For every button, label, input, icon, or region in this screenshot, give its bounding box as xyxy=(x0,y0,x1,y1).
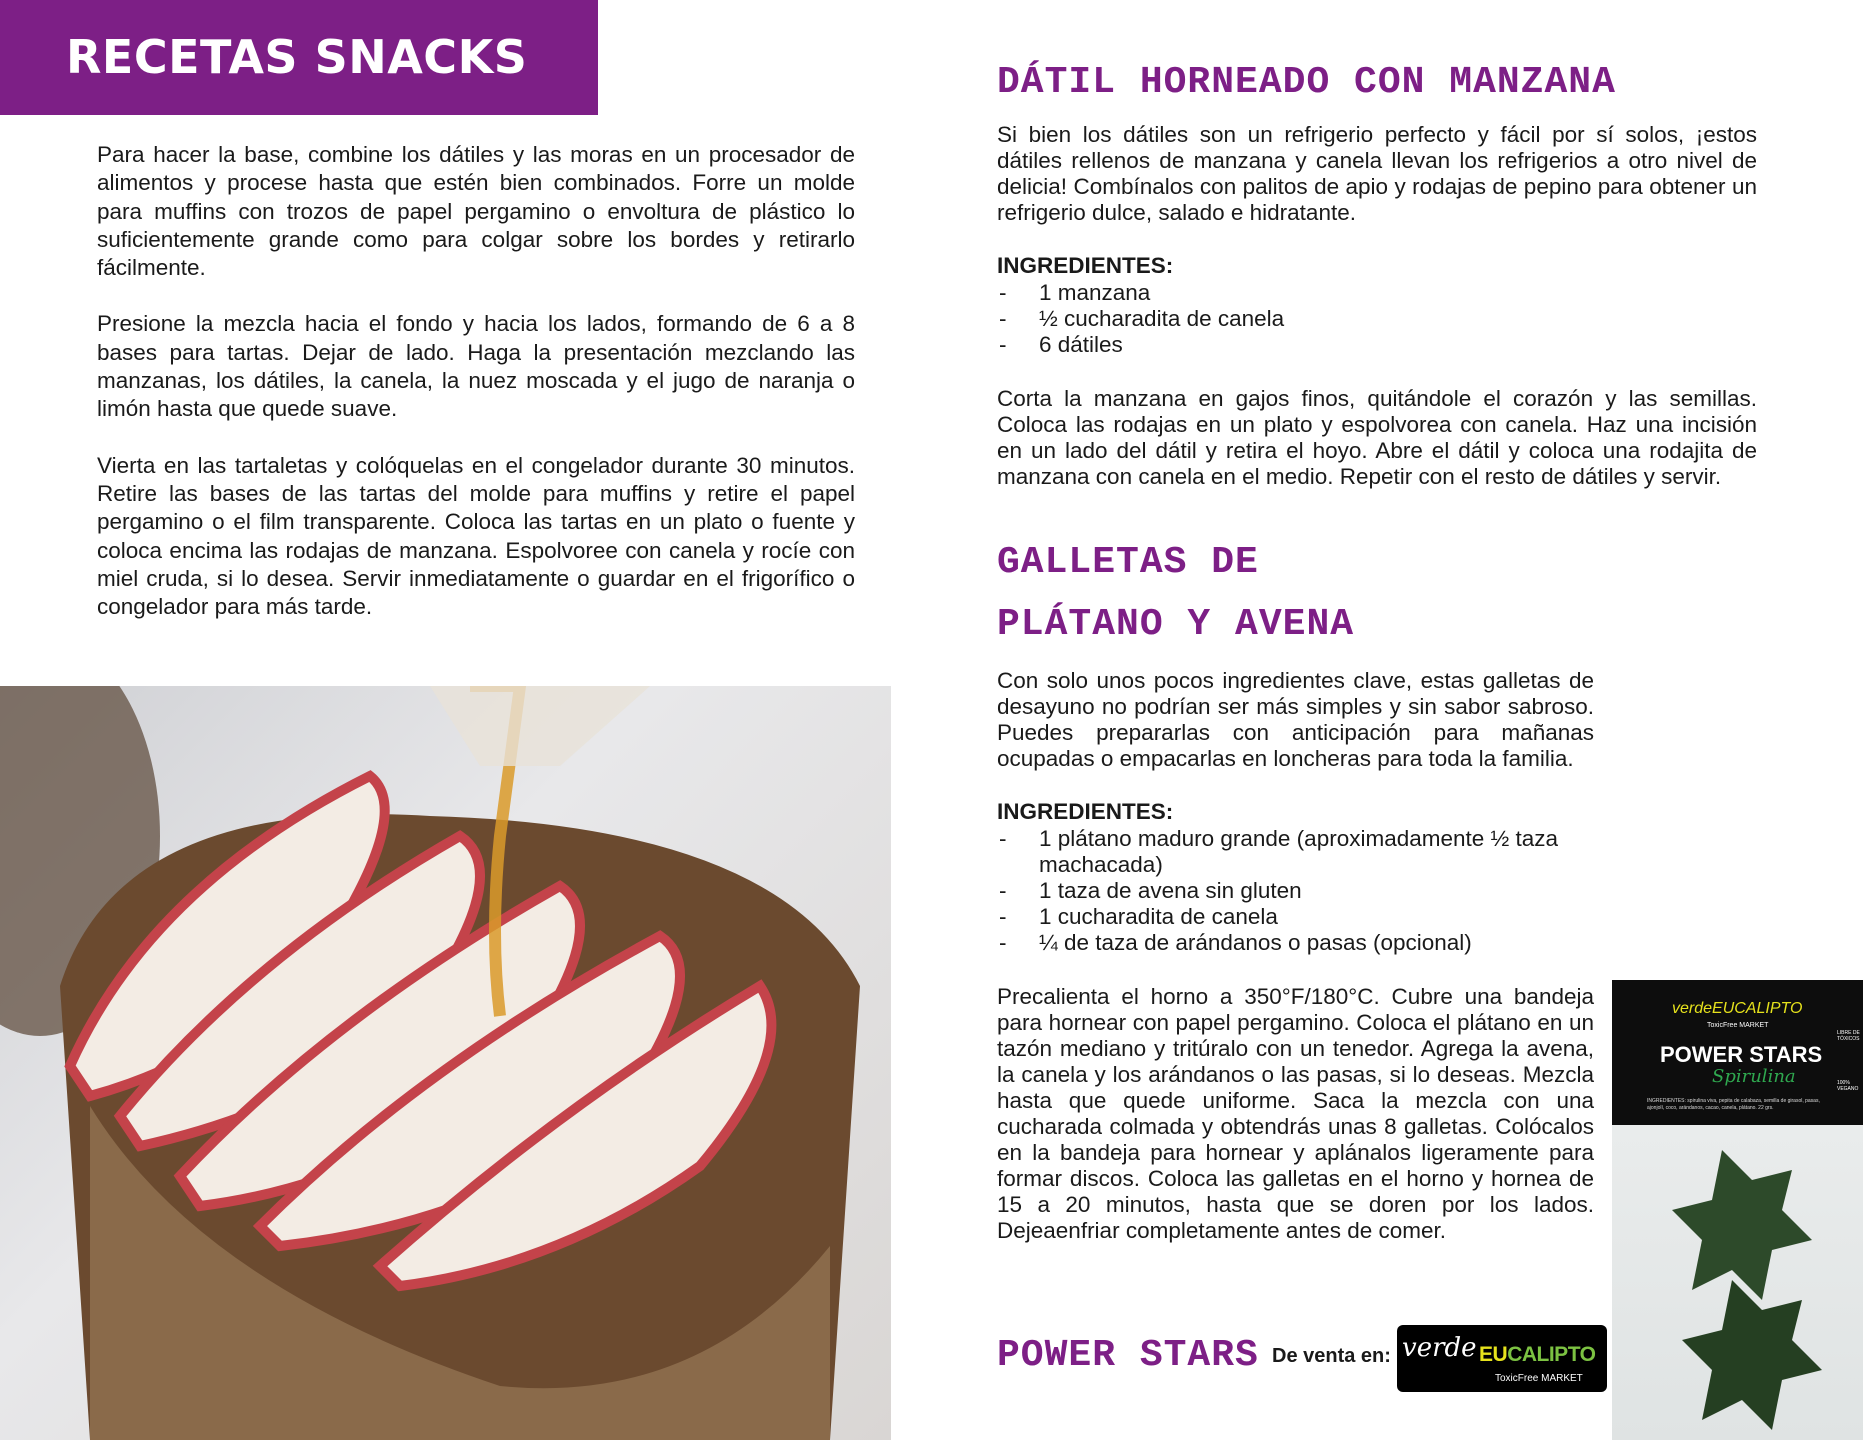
page-title: RECETAS SNACKS xyxy=(66,30,528,84)
package-sub: ToxicFree MARKET xyxy=(1707,1022,1769,1029)
recipe-title: DÁTIL HORNEADO CON MANZANA xyxy=(997,61,1616,104)
base-instructions xyxy=(97,141,855,649)
package-ingredients: INGREDIENTES: spirulina viva, pepita de calabaza, semilla de girasol, pasas, ajonjolí, coco, arándanos, cacao, canela, plátano. 22 grs. xyxy=(1647,1098,1820,1111)
recipe-steps: Corta la manzana en gajos finos, quitándole el corazón y las semillas. Coloca las rodajas en un plato y espolvorea con canela. Haz una incisión en un lado del dátil y retira el hoyo. Abre el dátil y coloca una rodajita de manzana con canela en el medio. Repetir con el resto de dátiles y servir. xyxy=(997,386,1757,489)
ingredient: - 1 plátano maduro grande (aproximadamente ½ taza machacada) xyxy=(997,826,1594,878)
recipe-title-line2: PLÁTANO Y AVENA xyxy=(997,603,1355,646)
paragraph: Presione la mezcla hacia el fondo y hacia los lados, formando de 6 a 8 bases para tartas. Dejar de lado. Haga la presentación mezclando las manzanas, los dátiles, la canela, la nuez moscada y el jugo de naranja o limón hasta que quede suave. xyxy=(97,311,855,422)
ingredients-label: INGREDIENTES: xyxy=(997,799,1174,824)
ingredient: - 1 manzana xyxy=(997,280,1757,306)
recipe-intro: Con solo unos pocos ingredientes clave, estas galletas de desayuno no podrían ser más simples y sin sabor sabroso. Puedes prepararlas con anticipación para mañanas ocupadas o empacarlas en loncheras para toda la familia. xyxy=(997,668,1594,771)
ingredient: - ½ cucharadita de canela xyxy=(997,306,1757,332)
paragraph: Vierta en las tartaletas y colóquelas en el congelador durante 30 minutos. Retire las bases de las tartas del molde para muffins y retire el papel pergamino o el film transparente. Coloca las tartas en un plato o fuente y coloca encima las rodajas de manzana. Espolvoree con canela y rocíe con miel cruda, si lo desea. Servir inmediatamente o guardar en el frigorífico o congelador para más tarde. xyxy=(97,452,855,620)
ingredients-list xyxy=(997,826,1594,956)
apple-tart-photo xyxy=(0,686,891,1440)
ingredients-label: INGREDIENTES: xyxy=(997,253,1174,278)
power-stars-package-photo xyxy=(1612,980,1863,1440)
package-brand: verdeEUCALIPTO xyxy=(1672,1000,1803,1017)
ingredients-list xyxy=(997,280,1757,358)
logo-calipto: CALIPTO xyxy=(1507,1343,1596,1366)
recipe-galletas xyxy=(997,532,1594,1272)
package-label xyxy=(1612,980,1863,1125)
badge-vegan: 100% VEGANO xyxy=(1837,1080,1859,1092)
sold-at-label: De venta en: xyxy=(1272,1345,1391,1367)
ingredient: - 1 cucharadita de canela xyxy=(997,904,1594,930)
badge-toxic-free: LIBRE DE TÓXICOS xyxy=(1837,1030,1860,1042)
recipe-steps: Precalienta el horno a 350°F/180°C. Cubre una bandeja para hornear con papel pergamino. Coloca el plátano en un tazón mediano y tritúralo con un tenedor. Agrega la avena, la canela y los arándanos o las pasas, si lo deseas. Mezcla hasta que quede uniforme. Saca la mezcla con una cucharada colmada y obtendrás unas 8 galletas. Colócalos en la bandeja para hornear y aplánalos ligeramente para formar discos. Coloca las galletas en el horno y hornea de 15 a 20 minutos, hasta que se doren por los lados. Dejeaenfriar completamente antes de comer. xyxy=(997,984,1594,1243)
ingredient: - 1 taza de avena sin gluten xyxy=(997,878,1594,904)
package-flavor: Spirulina xyxy=(1712,1066,1796,1087)
title-banner xyxy=(0,0,598,115)
logo-eucalipto xyxy=(1479,1343,1595,1367)
verde-eucalipto-logo xyxy=(1397,1325,1607,1392)
footer-product-name: POWER STARS xyxy=(997,1334,1259,1377)
paragraph: Para hacer la base, combine los dátiles y las moras en un procesador de alimentos y procese hasta que estén bien combinados. Forre un molde para muffins con trozos de papel pergamino o envoltura de plástico lo suficientemente grande como para colgar sobre los bordes y retirarlo fácilmente. xyxy=(97,142,855,281)
logo-verde: verde xyxy=(1402,1333,1477,1363)
recipe-intro: Si bien los dátiles son un refrigerio perfecto y fácil por sí solos, ¡estos dátiles rellenos de manzana y canela llevan los refrigerios a otro nivel de delicia! Combínalos con palitos de apio y rodajas de pepino para obtener un refrigerio dulce, salado e hidratante. xyxy=(997,122,1757,225)
apple-tart-illustration xyxy=(0,686,891,1440)
logo-eu: EU xyxy=(1479,1343,1508,1366)
ingredient: - 6 dátiles xyxy=(997,332,1757,358)
package-name: POWER STARS xyxy=(1660,1042,1823,1067)
logo-sub: ToxicFree MARKET xyxy=(1495,1373,1583,1384)
ingredient: - ¼ de taza de arándanos o pasas (opcional) xyxy=(997,930,1594,956)
recipe-title-line1: GALLETAS DE xyxy=(997,541,1259,584)
recipe-datil xyxy=(997,52,1757,518)
